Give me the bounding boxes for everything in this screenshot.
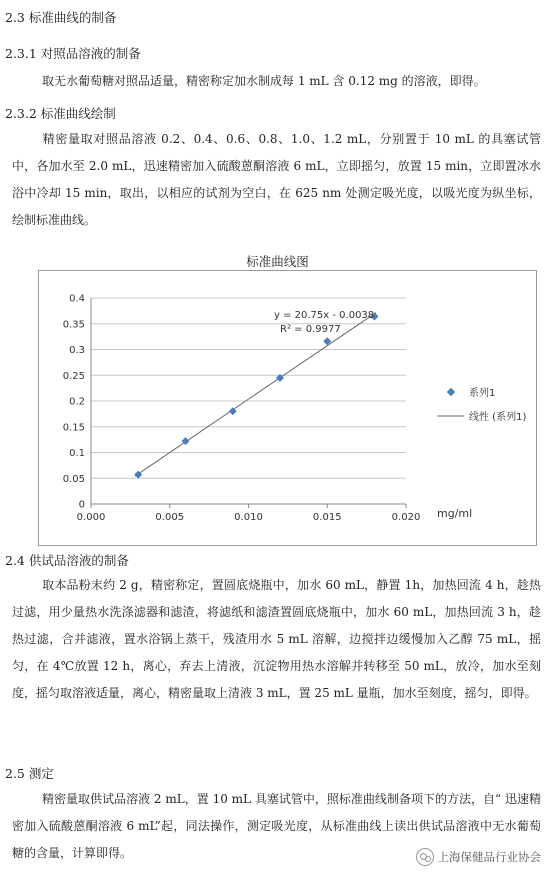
data-point xyxy=(229,407,237,415)
data-points xyxy=(134,313,378,479)
trendline xyxy=(135,313,376,476)
chart-container xyxy=(38,270,537,546)
axes xyxy=(63,294,421,524)
x-tick-label: 0.020 xyxy=(391,512,421,523)
y-tick-label: 0.25 xyxy=(62,370,85,382)
y-tick-label: 0.15 xyxy=(62,422,85,434)
y-tick-label: 0.2 xyxy=(69,396,85,408)
section-2-5-text: 精密量取供试品溶液 2 mL，置 10 mL 具塞试管中，照标准曲线制备项下的方法，自“ 迅速精密加入硫酸蒽酮溶液 6 mL”起，同法操作，测定吸光度，从标准曲线上读出供试品溶液中无水葡萄糖的含量，计算即得。 xyxy=(12,792,541,860)
watermark xyxy=(416,848,542,866)
section-2-4-title: 2.4 供试品溶液的制备 xyxy=(5,553,129,568)
section-2-4-text: 取本品粉末约 2 g，精密称定，置圆底烧瓶中，加水 60 mL，静置 1h，加热回流 4 h，趁热过滤，用少量热水洗涤滤器和滤渣，将滤纸和滤渣置圆底烧瓶中，加水 60 mL，加热回流 3 h，趁热过滤，合并滤液，置水浴锅上蒸干，残渣用水 5 mL 溶解，边搅拌边缓慢加入乙醇 75 mL，摇匀，在 4℃放置 12 h，离心，弃去上清液，沉淀物用热水溶解并转移至 50 mL，放冷，加水至刻度，摇匀取溶液适量，离心，精密量取上清液 3 mL，置 25 mL 量瓶，加水至刻度，摇匀，即得。 xyxy=(12,578,541,700)
equation-label: y = 20.75x - 0.0038 xyxy=(274,310,375,321)
trendline-layer xyxy=(135,313,376,476)
x-axis-label: mg/ml xyxy=(437,507,473,520)
x-tick-label: 0.015 xyxy=(312,512,342,523)
section-2-3-2-text: 精密量取对照品溶液 0.2、0.4、0.6、0.8、1.0、1.2 mL，分别置于 10 mL 的具塞试管中，各加水至 2.0 mL，迅速精密加入硫酸蒽酮溶液 6 mL，立即摇匀，放置 15 min，立即置冰水浴中冷却 15 min，取出，以相应的试剂为空白，在 625 nm 处测定吸光度，以吸光度为纵坐标，绘制标准曲线。 xyxy=(12,132,541,227)
y-tick-label: 0.4 xyxy=(69,293,85,305)
section-2-5-title: 2.5 测定 xyxy=(5,766,54,781)
x-tick-label: 0.010 xyxy=(234,512,263,523)
section-2-3-1-title: 2.3.1 对照品溶液的制备 xyxy=(5,46,141,61)
x-tick-label: 0.000 xyxy=(76,512,106,523)
r2-label: R² = 0.9977 xyxy=(280,324,341,335)
y-tick-label: 0.1 xyxy=(69,448,85,459)
y-tick-label: 0.05 xyxy=(62,473,85,485)
y-tick-label: 0 xyxy=(78,499,85,511)
legend-marker-series1 xyxy=(447,388,455,396)
section-2-3-title: 2.3 标准曲线的制备 xyxy=(5,10,117,25)
y-tick-label: 0.3 xyxy=(69,345,85,356)
section-2-3-2-title: 2.3.2 标准曲线绘制 xyxy=(5,106,116,121)
wechat-icon xyxy=(416,848,434,866)
chart-title: 标准曲线图 xyxy=(246,254,309,269)
section-2-3-1-text: 取无水葡萄糖对照品适量，精密称定加水制成每 1 mL 含 0.12 mg 的溶液，即得。 xyxy=(42,74,486,88)
standard-curve-chart xyxy=(39,271,536,545)
x-tick-label: 0.005 xyxy=(155,512,185,523)
legend-trendline-label: 线性 (系列1) xyxy=(469,412,527,423)
y-tick-label: 0.35 xyxy=(62,319,85,331)
legend-series1-label: 系列1 xyxy=(469,388,496,399)
watermark-text: 上海保健品行业协会 xyxy=(437,850,541,864)
legend xyxy=(437,386,526,423)
